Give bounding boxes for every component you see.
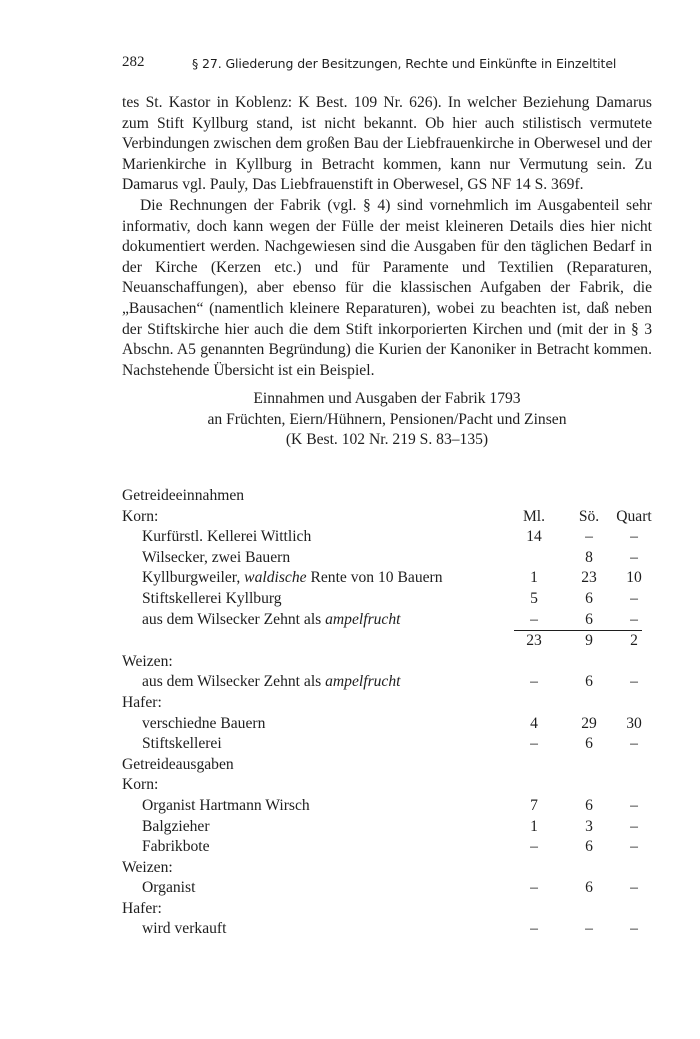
- table-row: [122, 919, 652, 940]
- group-heading: Weizen:: [122, 858, 173, 876]
- cell-quart: 30: [626, 714, 642, 732]
- cell-so: 6: [585, 610, 593, 628]
- cell-quart: –: [630, 673, 638, 691]
- cell-ml: –: [530, 838, 538, 856]
- sum-quart: 2: [630, 632, 638, 650]
- cell-quart: –: [630, 548, 638, 566]
- table-row: [122, 837, 652, 858]
- row-label-part: Kyllburgweiler,: [142, 569, 245, 587]
- table-row: [122, 693, 652, 714]
- cell-ml: –: [530, 673, 538, 691]
- row-label: [142, 672, 400, 693]
- cell-quart: –: [630, 879, 638, 897]
- row-label: Organist: [142, 879, 196, 897]
- group-heading: Hafer:: [122, 899, 162, 917]
- table-row: [122, 817, 652, 838]
- cell-so: 8: [585, 548, 593, 566]
- row-label: Organist Hartmann Wirsch: [142, 796, 310, 814]
- row-label: wird verkauft: [142, 920, 227, 938]
- row-label: [142, 610, 400, 631]
- cell-so: 6: [585, 673, 593, 691]
- row-label: Stiftskellerei Kyllburg: [142, 589, 282, 607]
- cell-ml: –: [530, 920, 538, 938]
- row-label: Balgzieher: [142, 817, 210, 835]
- row-label-italic: waldische: [244, 569, 307, 587]
- sum-row: [514, 630, 642, 652]
- cell-quart: –: [630, 528, 638, 546]
- table-row: [122, 796, 652, 817]
- cell-so: –: [585, 528, 593, 546]
- cell-quart: –: [630, 838, 638, 856]
- row-label-part: Rente von 10 Bauern: [306, 569, 443, 587]
- column-header-ml: Ml.: [522, 507, 546, 525]
- caption-line-3: (K Best. 102 Nr. 219 S. 83–135): [285, 431, 489, 449]
- running-head: § 27. Gliederung der Besitzungen, Rechte und Einkünfte in Einzeltitel: [192, 56, 617, 71]
- cell-ml: 14: [526, 528, 542, 546]
- table-row: [122, 775, 652, 796]
- cell-so: 6: [585, 796, 593, 814]
- cell-quart: –: [630, 920, 638, 938]
- table-row: [122, 652, 652, 673]
- table-header-row: [122, 507, 652, 528]
- sum-so: 9: [585, 632, 593, 650]
- group-heading: Korn:: [122, 776, 159, 794]
- cell-quart: –: [630, 610, 638, 628]
- table-row: [122, 899, 652, 920]
- cell-quart: –: [630, 735, 638, 753]
- cell-quart: –: [630, 796, 638, 814]
- cell-so: 3: [585, 817, 593, 835]
- table-row: [122, 755, 652, 776]
- cell-ml: 5: [530, 589, 538, 607]
- cell-ml: –: [530, 610, 538, 628]
- group-heading: Hafer:: [122, 693, 162, 711]
- table-row: [122, 734, 652, 755]
- cell-quart: –: [630, 817, 638, 835]
- table-caption: [122, 389, 652, 451]
- row-label-part: aus dem Wilsecker Zehnt als: [142, 610, 326, 628]
- row-label-italic: ampelfrucht: [325, 610, 401, 628]
- column-header-so: Sö.: [578, 507, 600, 525]
- paragraph-1: tes St. Kastor in Koblenz: K Best. 109 Nr. 626). In welcher Beziehung Damarus zum Stift Kyllburg stand, ist nicht bekannt. Ob hier auch stilistisch vermutete Verbindungen zwischen dem großen Bau der Liebfrauenkirche in Oberwesel und der Marienkirche in Kyllburg in Betracht kommen, kann nur Vermutung sein. Zu Damarus vgl. Pauly, Das Liebfrauenstift in Oberwesel, GS NF 14 S. 369f.: [122, 94, 652, 194]
- table-row: [122, 858, 652, 879]
- row-label: [142, 568, 443, 589]
- cell-ml: 1: [530, 817, 538, 835]
- row-label-part: aus dem Wilsecker Zehnt als: [142, 673, 326, 691]
- table-row: [122, 527, 652, 548]
- row-label: Wilsecker, zwei Bauern: [142, 548, 291, 566]
- paragraph-2: Die Rechnungen der Fabrik (vgl. § 4) sind vornehmlich im Ausgabenteil sehr informativ, doch kann wegen der Fülle der meist kleineren Details dies hier nicht dokumentiert werden. Nachgewiesen sind die Ausgaben für den täglichen Bedarf in der Kirche (Kerzen etc.) und für Paramente und Textilien (Reparaturen, Neuanschaffungen), aber ebenso für die klassischen Aufgaben der Fabrik, die „Bausachen“ (namentlich kleinere Reparaturen), wobei zu beachten ist, daß neben der Stiftskirche hier auch die dem Stift inkorporierten Kirchen und (mit der in § 3 Abschn. A5 genannten Begründung) die Kurien der Kanoniker in Betracht kommen. Nachstehende Übersicht ist ein Beispiel.: [122, 196, 652, 379]
- caption-line-2: an Früchten, Eiern/Hühnern, Pensionen/Pacht und Zinsen: [207, 410, 567, 428]
- page-header: [122, 54, 652, 78]
- row-label: Stiftskellerei: [142, 735, 222, 753]
- group-heading: Weizen:: [122, 652, 173, 670]
- cell-quart: 10: [626, 569, 642, 587]
- table-row: [122, 672, 652, 693]
- grain-table: [122, 486, 652, 940]
- row-label: verschiedne Bauern: [142, 714, 266, 732]
- cell-ml: 7: [530, 796, 538, 814]
- group-heading: Korn:: [122, 507, 159, 525]
- body-text: [122, 93, 652, 381]
- table-row: [122, 878, 652, 899]
- sum-ml: 23: [526, 632, 542, 650]
- cell-so: –: [585, 920, 593, 938]
- section-heading: Getreideausgaben: [122, 755, 234, 773]
- cell-ml: 4: [530, 714, 538, 732]
- row-label-italic: ampelfrucht: [325, 673, 401, 691]
- table-row: [122, 714, 652, 735]
- cell-so: 6: [585, 838, 593, 856]
- cell-so: 6: [585, 589, 593, 607]
- caption-line-1: Einnahmen und Ausgaben der Fabrik 1793: [253, 390, 521, 407]
- table-row: [122, 548, 652, 569]
- cell-ml: –: [530, 735, 538, 753]
- cell-ml: –: [530, 879, 538, 897]
- table-row: [122, 610, 652, 631]
- table-row: [122, 486, 652, 507]
- section-heading: Getreideeinnahmen: [122, 487, 245, 504]
- row-label: Kurfürstl. Kellerei Wittlich: [142, 528, 312, 546]
- cell-so: 23: [581, 569, 597, 587]
- cell-so: 6: [585, 735, 593, 753]
- table-row: [122, 568, 652, 589]
- table-row: [122, 589, 652, 610]
- row-label: Fabrikbote: [142, 838, 210, 856]
- cell-quart: –: [630, 589, 638, 607]
- column-header-quart: Quart: [616, 507, 652, 525]
- page-number: 282: [122, 54, 145, 70]
- cell-so: 6: [585, 879, 593, 897]
- cell-ml: 1: [530, 569, 538, 587]
- cell-so: 29: [581, 714, 597, 732]
